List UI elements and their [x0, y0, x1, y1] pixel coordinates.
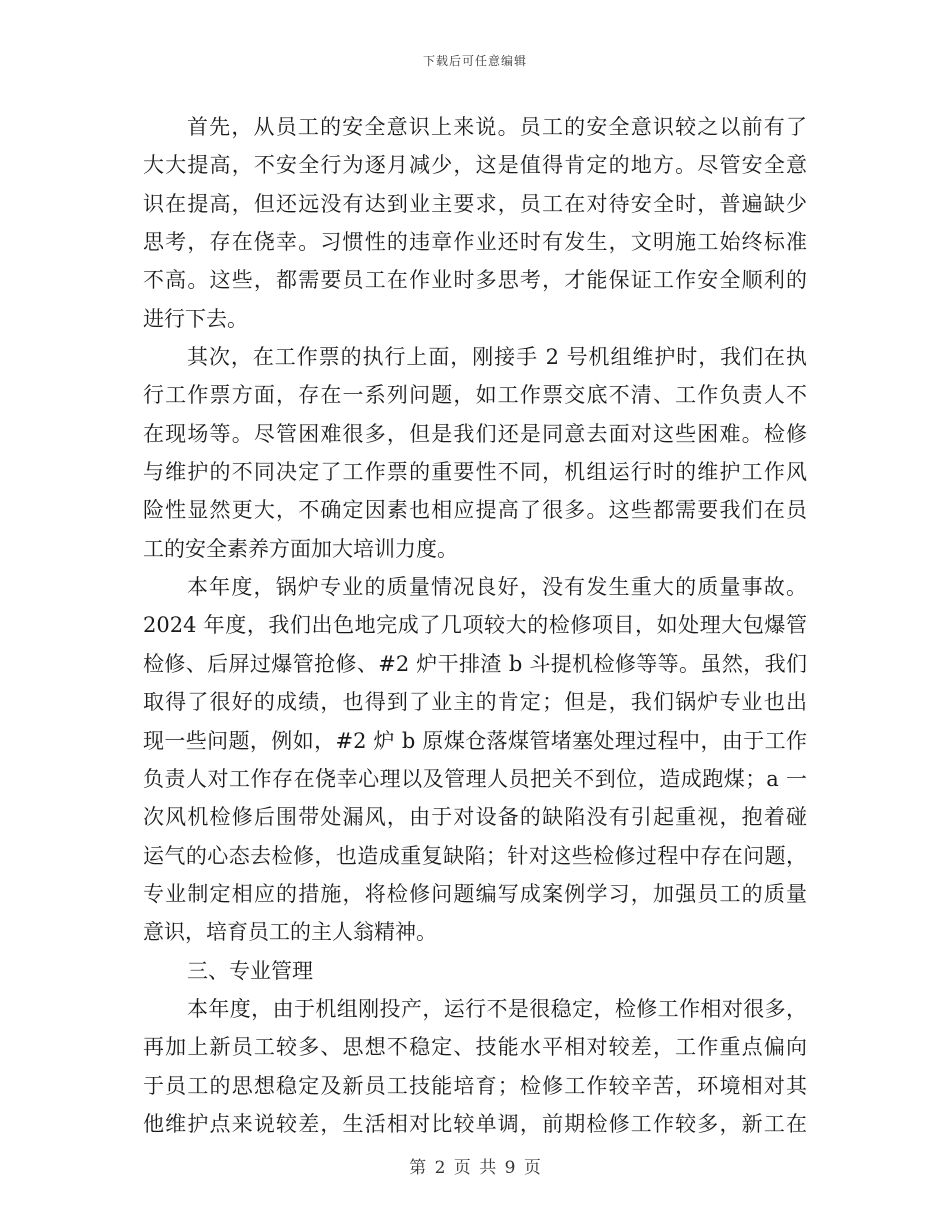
text-line: 于员工的思想稳定及新员工技能培育；检修工作较辛苦，环境相对其 [143, 1073, 807, 1098]
text-line: 负责人对工作存在侥幸心理以及管理人员把关不到位，造成跑煤；a 一 [143, 766, 807, 791]
text-line: 行工作票方面，存在一系列问题，如工作票交底不清、工作负责人不 [143, 383, 807, 408]
document-body [143, 108, 807, 1143]
text-line: 险性显然更大，不确定因素也相应提高了很多。这些都需要我们在员 [143, 498, 807, 523]
text-line: 2024 年度，我们出色地完成了几项较大的检修项目，如处理大包爆管 [143, 613, 807, 638]
text-line: 本年度，锅炉专业的质量情况良好，没有发生重大的质量事故。 [187, 575, 807, 600]
text-line: 工的安全素养方面加大培训力度。 [143, 536, 458, 561]
section-heading: 三、专业管理 [187, 958, 313, 983]
text-line: 识在提高，但还远没有达到业主要求，员工在对待安全时，普遍缺少 [143, 191, 807, 216]
text-line: 运气的心态去检修，也造成重复缺陷；针对这些检修过程中存在问题， [143, 843, 807, 868]
text-line: 现一些问题，例如，#2 炉 b 原煤仓落煤管堵塞处理过程中，由于工作 [143, 728, 807, 753]
page-number: 第 2 页 共 9 页 [409, 1158, 541, 1178]
text-line: 与维护的不同决定了工作票的重要性不同，机组运行时的维护工作风 [143, 460, 807, 485]
text-line: 进行下去。 [143, 306, 248, 331]
text-line: 首先，从员工的安全意识上来说。员工的安全意识较之以前有了 [187, 115, 807, 139]
text-line: 他维护点来说较差，生活相对比较单调，前期检修工作较多，新工在 [143, 1111, 807, 1136]
text-line: 意识，培育员工的主人翁精神。 [143, 920, 437, 945]
text-line: 不高。这些，都需要员工在作业时多思考，才能保证工作安全顺利的 [143, 268, 807, 293]
text-line: 本年度，由于机组刚投产，运行不是很稳定，检修工作相对很多， [187, 996, 807, 1021]
text-line: 在现场等。尽管困难很多，但是我们还是同意去面对这些困难。检修 [143, 421, 807, 446]
text-line: 思考，存在侥幸。习惯性的违章作业还时有发生，文明施工始终标准 [143, 230, 807, 255]
text-line: 再加上新员工较多、思想不稳定、技能水平相对较差，工作重点偏向 [143, 1035, 807, 1060]
text-line: 大大提高，不安全行为逐月减少，这是值得肯定的地方。尽管安全意 [143, 153, 807, 178]
text-line: 取得了很好的成绩，也得到了业主的肯定；但是，我们锅炉专业也出 [143, 690, 807, 715]
text-line: 次风机检修后围带处漏风，由于对设备的缺陷没有引起重视，抱着碰 [143, 805, 807, 830]
text-line: 检修、后屏过爆管抢修、#2 炉干排渣 b 斗提机检修等等。虽然，我们 [143, 651, 807, 676]
text-line: 专业制定相应的措施，将检修问题编写成案例学习，加强员工的质量 [143, 881, 807, 906]
text-line: 其次，在工作票的执行上面，刚接手 2 号机组维护时，我们在执 [187, 345, 807, 370]
page-header: 下载后可任意编辑 [422, 54, 527, 68]
